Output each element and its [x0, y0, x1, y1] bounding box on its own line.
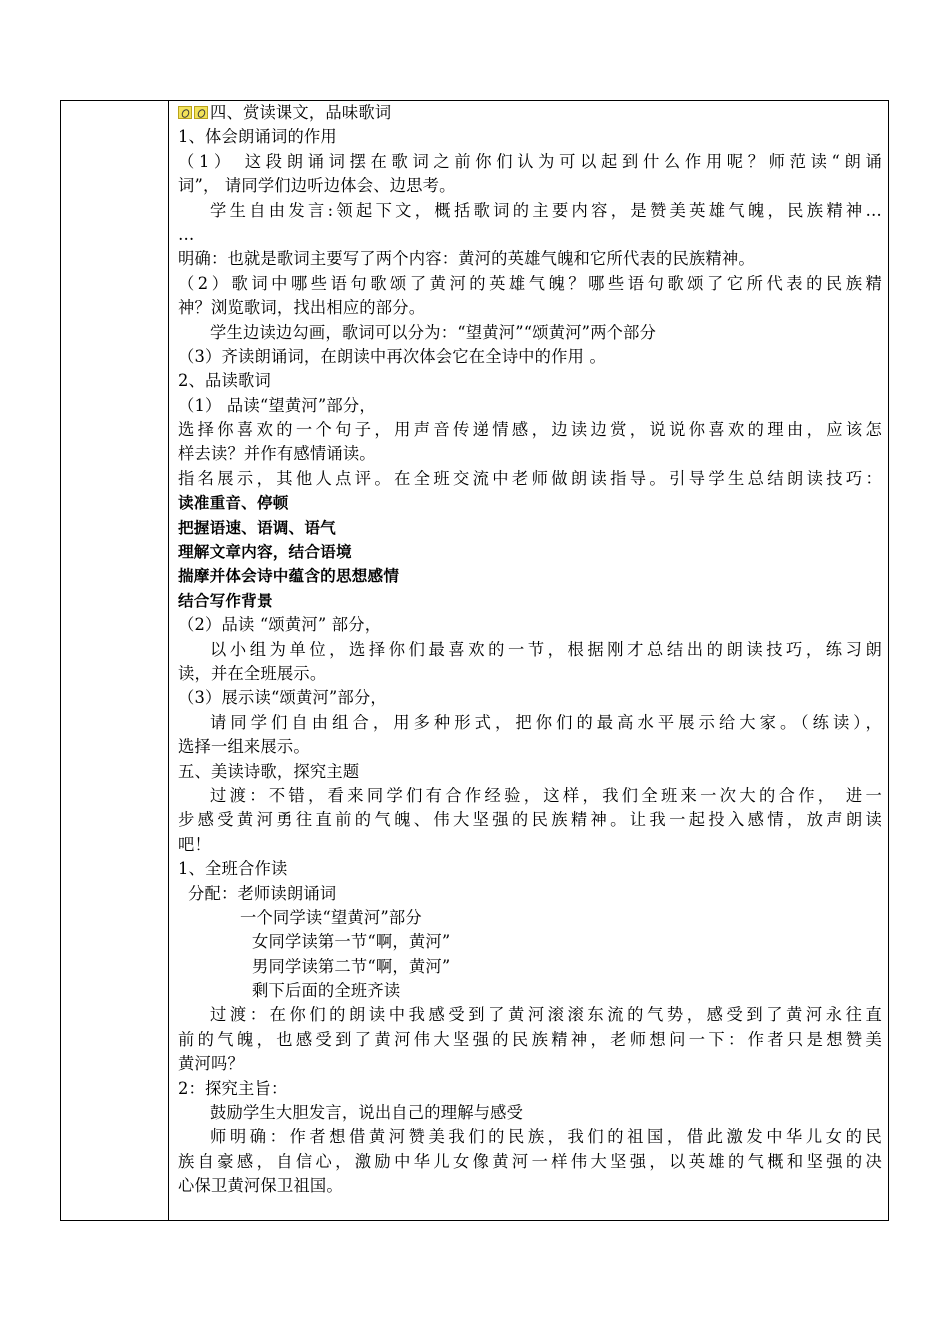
- section-heading-4: 四、赏读课文，品味歌词: [178, 101, 882, 125]
- reading-tip: 揣摩并体会诗中蕴含的思想感情: [178, 567, 400, 586]
- subsection-title: 2：探究主旨：: [178, 1078, 288, 1098]
- assignment-line: 剩下后面的全班齐读: [252, 981, 401, 1001]
- paragraph-line: 前的气魄，也感受到了黄河伟大坚强的民族精神，老师想问一下：作者只是想赞美: [178, 1029, 882, 1049]
- paragraph-line: 选择一组来展示。: [178, 737, 310, 757]
- speaker-icon[interactable]: [194, 106, 208, 119]
- paragraph-line: 师明确：作者想借黄河赞美我们的民族，我们的祖国，借此激发中华儿女的民: [210, 1127, 882, 1147]
- paragraph-line: 吧！: [178, 834, 211, 854]
- assignment-line: 女同学读第一节“啊，黄河”: [252, 932, 451, 952]
- paragraph-line: 神？浏览歌词，找出相应的部分。: [178, 298, 426, 318]
- reading-tip: 把握语速、语调、语气: [178, 518, 336, 537]
- paragraph-line: （2）品读 “颂黄河” 部分，: [178, 615, 382, 635]
- paragraph-line: 样去读？并作有感情诵读。: [178, 444, 376, 464]
- reading-tip: 读准重音、停顿: [178, 494, 289, 513]
- section-heading-5: 五、美读诗歌，探究主题: [178, 761, 360, 781]
- paragraph-line: 过渡：在你们的朗读中我感受到了黄河滚滚东流的气势，感受到了黄河永往直: [210, 1005, 882, 1025]
- paragraph-line: 学生自由发言:领起下文，概括歌词的主要内容，是赞美英雄气魄，民族精神…: [210, 200, 882, 220]
- assignment-line: 男同学读第二节“啊，黄河”: [252, 956, 451, 976]
- speaker-icon[interactable]: [178, 106, 192, 119]
- subsection-title: 1、全班合作读: [178, 859, 288, 879]
- paragraph-line: （1） 品读“望黄河”部分，: [178, 395, 376, 415]
- paragraph-line: 明确：也就是歌词主要写了两个内容：黄河的英雄气魄和它所代表的民族精神。: [178, 249, 755, 269]
- paragraph-line: 请同学们自由组合，用多种形式，把你们的最高水平展示给大家。（练读），: [210, 712, 882, 732]
- paragraph-line: 学生边读边勾画，歌词可以分为：“望黄河”“颂黄河”两个部分: [210, 322, 657, 342]
- paragraph-line: 心保卫黄河保卫祖国。: [178, 1176, 343, 1196]
- assignment-line: 分配：老师读朗诵词: [188, 883, 337, 903]
- paragraph-line: 过渡：不错，看来同学们有合作经验，这样，我们全班来一次大的合作， 进一: [210, 785, 882, 805]
- paragraph-line: 指名展示，其他人点评。在全班交流中老师做朗读指导。引导学生总结朗读技巧：: [178, 468, 882, 488]
- paragraph-line: 族自豪感，自信心，激励中华儿女像黄河一样伟大坚强，以英雄的气概和坚强的决: [178, 1151, 882, 1171]
- table-left-cell: [61, 101, 169, 1220]
- paragraph-line: 词”， 请同学们边听边体会、边思考。: [178, 176, 456, 196]
- paragraph-line: 以小组为单位，选择你们最喜欢的一节，根据刚才总结出的朗读技巧，练习朗: [210, 639, 882, 659]
- table-right-cell: [169, 101, 888, 1220]
- paragraph-line: （2）歌词中哪些语句歌颂了黄河的英雄气魄？哪些语句歌颂了它所代表的民族精: [178, 273, 882, 293]
- lesson-table: [60, 100, 889, 1221]
- paragraph-line: 选择你喜欢的一个句子，用声音传递情感，边读边赏，说说你喜欢的理由，应该怎: [178, 420, 882, 440]
- reading-tip: 结合写作背景: [178, 591, 273, 610]
- paragraph-line: 黄河吗？: [178, 1054, 244, 1074]
- paragraph-line: （3）齐读朗诵词，在朗读中再次体会它在全诗中的作用 。: [178, 346, 606, 366]
- subsection-title: 2、品读歌词: [178, 371, 271, 391]
- reading-tip: 理解文章内容，结合语境: [178, 543, 352, 562]
- paragraph-line: 步感受黄河勇往直前的气魄、伟大坚强的民族精神。让我一起投入感情，放声朗读: [178, 810, 882, 830]
- subsection-title: 1、体会朗诵词的作用: [178, 127, 337, 147]
- paragraph-line: （3）展示读“颂黄河”部分，: [178, 688, 387, 708]
- paragraph-line: 鼓励学生大胆发言，说出自己的理解与感受: [210, 1103, 524, 1123]
- paragraph-line: 读，并在全班展示。: [178, 663, 327, 683]
- assignment-line: 一个同学读“望黄河”部分: [240, 907, 422, 927]
- paragraph-line: …: [178, 224, 195, 244]
- paragraph-line: （1） 这段朗诵词摆在歌词之前你们认为可以起到什么作用呢？师范读“朗诵: [178, 151, 882, 171]
